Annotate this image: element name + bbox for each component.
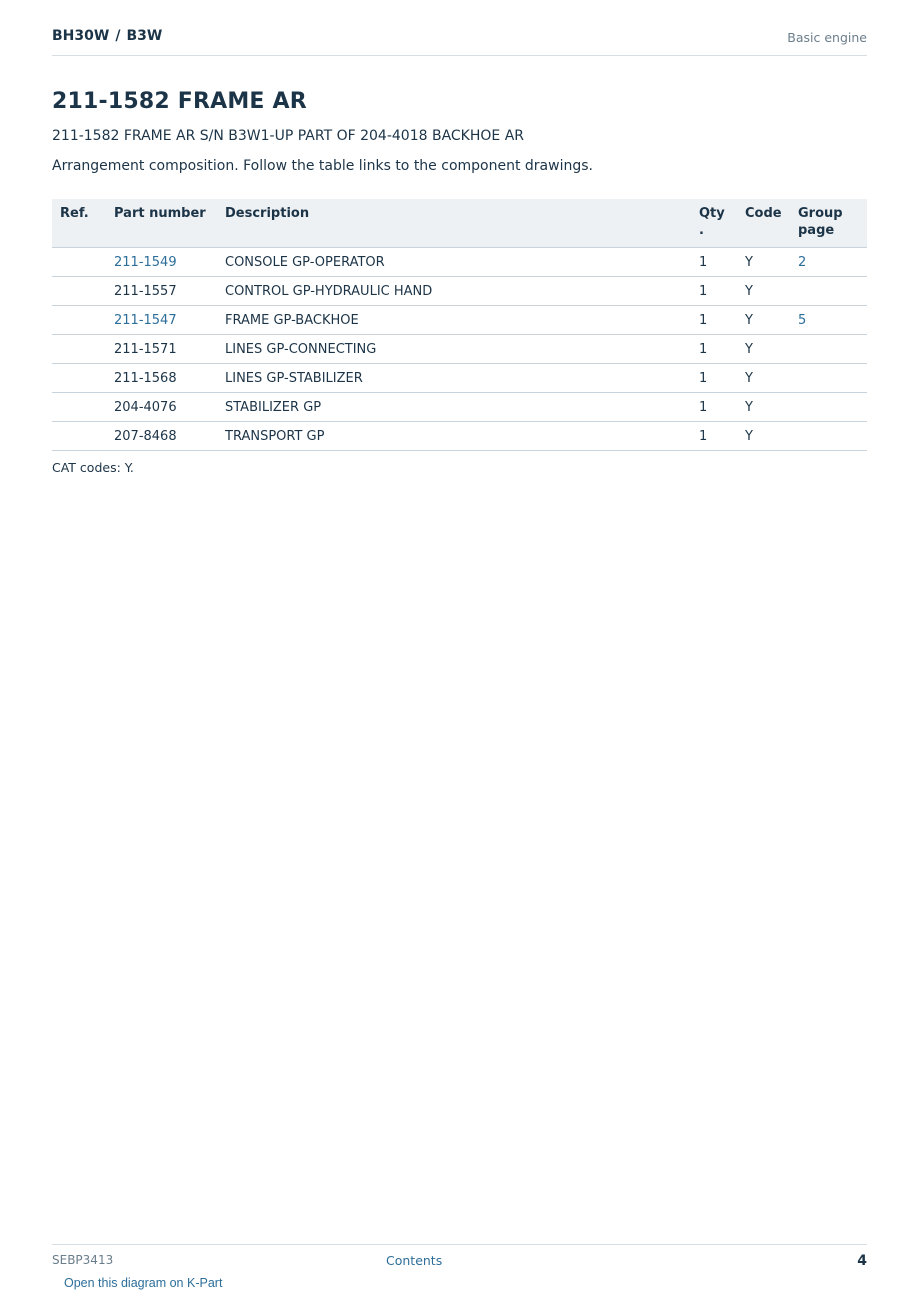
col-header-group-page: Group page bbox=[790, 199, 867, 248]
table-row bbox=[52, 335, 867, 364]
table-row bbox=[52, 306, 867, 335]
cell-group-page bbox=[790, 364, 867, 393]
col-header-ref: Ref. bbox=[52, 199, 106, 248]
cell-part-number: 207-8468 bbox=[106, 422, 217, 451]
serial-prefix: B3W bbox=[126, 28, 163, 44]
col-header-qty-label: Qty bbox=[699, 206, 725, 221]
page-footer bbox=[52, 1244, 867, 1269]
part-number-link[interactable]: 211-1549 bbox=[114, 254, 177, 270]
section-name: Basic engine bbox=[787, 30, 867, 45]
model-name: BH30W bbox=[52, 28, 110, 44]
cell-code: Y bbox=[737, 422, 790, 451]
cell-qty: 1 bbox=[691, 248, 737, 277]
cell-ref bbox=[52, 422, 106, 451]
cell-code: Y bbox=[737, 393, 790, 422]
cell-code: Y bbox=[737, 364, 790, 393]
group-page-link[interactable]: 2 bbox=[798, 254, 807, 270]
table-row bbox=[52, 393, 867, 422]
cell-group-page bbox=[790, 393, 867, 422]
cell-qty: 1 bbox=[691, 335, 737, 364]
table-row bbox=[52, 422, 867, 451]
cell-qty: 1 bbox=[691, 422, 737, 451]
cell-code: Y bbox=[737, 277, 790, 306]
machine-model bbox=[52, 28, 162, 44]
cell-description: STABILIZER GP bbox=[217, 393, 691, 422]
cell-code: Y bbox=[737, 335, 790, 364]
cell-ref bbox=[52, 277, 106, 306]
kpart-link[interactable]: Open this diagram on K-Part bbox=[64, 1276, 223, 1290]
cell-ref bbox=[52, 335, 106, 364]
intro-text: Arrangement composition. Follow the table links to the component drawings. bbox=[52, 158, 593, 174]
cat-codes-note: CAT codes: Y. bbox=[52, 460, 134, 475]
cell-qty: 1 bbox=[691, 393, 737, 422]
parts-table bbox=[52, 199, 867, 451]
cell-description: FRAME GP-BACKHOE bbox=[217, 306, 691, 335]
cell-ref bbox=[52, 364, 106, 393]
cell-description: CONSOLE GP-OPERATOR bbox=[217, 248, 691, 277]
table-header-row bbox=[52, 199, 867, 248]
cell-part-number: 211-1557 bbox=[106, 277, 217, 306]
cell-code: Y bbox=[737, 248, 790, 277]
part-number-link[interactable]: 211-1547 bbox=[114, 312, 177, 328]
cell-part-number: 211-1568 bbox=[106, 364, 217, 393]
cell-ref bbox=[52, 393, 106, 422]
cell-qty: 1 bbox=[691, 277, 737, 306]
page-number: 4 bbox=[857, 1253, 867, 1269]
cell-description: LINES GP-STABILIZER bbox=[217, 364, 691, 393]
cell-part-number: 204-4076 bbox=[106, 393, 217, 422]
cell-ref bbox=[52, 306, 106, 335]
contents-link[interactable]: Contents bbox=[386, 1253, 443, 1268]
col-header-description: Description bbox=[217, 199, 691, 248]
page-header bbox=[52, 28, 867, 56]
model-separator: / bbox=[115, 28, 121, 44]
col-header-qty-suffix: . bbox=[699, 223, 704, 238]
table-row bbox=[52, 277, 867, 306]
cell-qty: 1 bbox=[691, 364, 737, 393]
cell-qty: 1 bbox=[691, 306, 737, 335]
table-row bbox=[52, 364, 867, 393]
document-id: SEBP3413 bbox=[52, 1253, 114, 1267]
cell-code: Y bbox=[737, 306, 790, 335]
cell-description: LINES GP-CONNECTING bbox=[217, 335, 691, 364]
cell-description: CONTROL GP-HYDRAULIC HAND bbox=[217, 277, 691, 306]
cell-group-page bbox=[790, 335, 867, 364]
cell-description: TRANSPORT GP bbox=[217, 422, 691, 451]
col-header-part-number: Part number bbox=[106, 199, 217, 248]
cell-part-number: 211-1571 bbox=[106, 335, 217, 364]
page-subtitle: 211-1582 FRAME AR S/N B3W1-UP PART OF 204-4018 BACKHOE AR bbox=[52, 128, 525, 144]
col-header-code: Code bbox=[737, 199, 790, 248]
col-header-qty bbox=[691, 199, 737, 248]
cell-ref bbox=[52, 248, 106, 277]
table-row bbox=[52, 248, 867, 277]
page-title: 211-1582 FRAME AR bbox=[52, 89, 307, 114]
group-page-link[interactable]: 5 bbox=[798, 312, 807, 328]
cell-group-page bbox=[790, 422, 867, 451]
cell-group-page bbox=[790, 277, 867, 306]
